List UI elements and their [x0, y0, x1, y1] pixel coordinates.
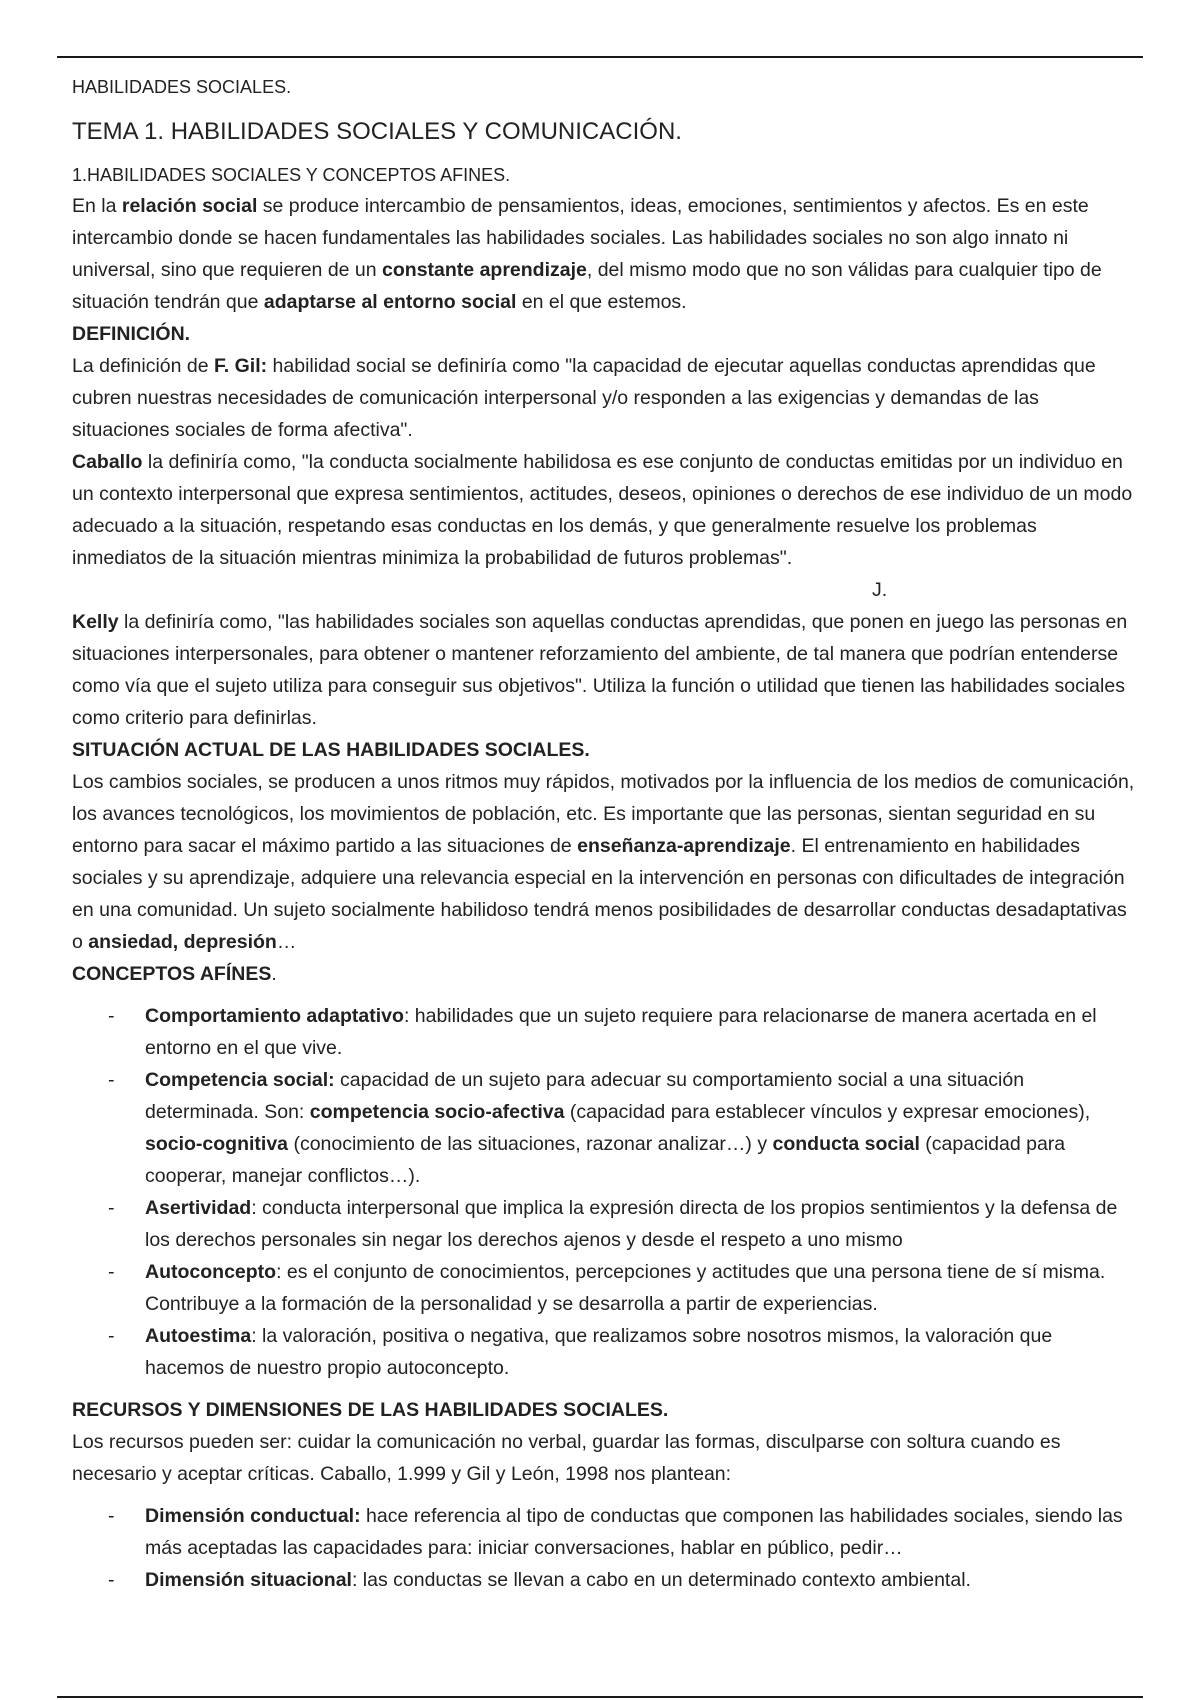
list-item-2-run-0: Asertividad — [145, 1197, 252, 1219]
bullet-dash: - — [108, 1569, 115, 1591]
section-heading-recursos: RECURSOS Y DIMENSIONES DE LAS HABILIDADES SOCIALES. — [72, 1399, 669, 1421]
list-item-0-run-1: : habilidades que un sujeto requiere para relacionarse de manera acertada en el entorno en el que vive. — [145, 1005, 1097, 1059]
list-item-1-run-5: (conocimiento de las situaciones, razonar analizar…) y — [288, 1133, 773, 1155]
paragraph-intro-run-1: relación social — [121, 195, 258, 217]
paragraph-definicion-kelly-run-0: Kelly — [72, 611, 119, 633]
paragraph-definicion-gil — [72, 350, 1136, 446]
list-item-3-run-1: : es el conjunto de conocimientos, percepciones y actitudes que una persona tiene de sí misma. Contribuye a la formación de la personalidad y se desarrolla a partir de experiencias. — [145, 1261, 1106, 1315]
paragraph-intro-run-4: , del mismo modo que no son válidas para cualquier tipo de situación tendrán que — [72, 259, 1102, 313]
list-item — [72, 1064, 1136, 1192]
paragraph-definicion-kelly — [72, 606, 1136, 734]
list-item-3-run-0: Autoconcepto — [145, 1261, 277, 1283]
list-item-1-run-4: socio-cognitiva — [145, 1133, 289, 1155]
paragraph-intro-run-3: constante aprendizaje — [382, 259, 587, 281]
paragraph-recursos: Los recursos pueden ser: cuidar la comunicación no verbal, guardar las formas, disculparse con soltura cuando es necesario y aceptar críticas. Caballo, 1.999 y Gil y León, 1998 nos plantean: — [72, 1431, 1061, 1485]
paragraph-situacion-run-2: . El entrenamiento en habilidades sociales y su aprendizaje, adquiere una relevancia especial en la intervención en personas con dificultades de integración en una comunidad. Un sujeto socialmente habilidoso tendrá menos posibilidades de desarrollar conductas desadaptativas o — [72, 835, 1127, 953]
conceptos-list — [72, 1000, 1136, 1384]
list-item-0-run-0: Comportamiento adaptativo — [145, 1005, 404, 1027]
top-rule — [57, 56, 1143, 58]
bullet-dash: - — [108, 1325, 115, 1347]
bullet-dash: - — [108, 1069, 115, 1091]
paragraph-intro-run-6: en el que estemos. — [516, 291, 687, 313]
list-item — [72, 1564, 1136, 1596]
conceptos-heading-text: CONCEPTOS AFÍNES — [72, 963, 272, 985]
paragraph-situacion-run-4: … — [276, 931, 297, 953]
section-heading-conceptos — [72, 958, 1136, 990]
paragraph-situacion — [72, 766, 1136, 958]
list-item-1-run-0: Dimensión situacional — [145, 1569, 352, 1591]
paragraph-definicion-kelly-run-1: la definiría como, "las habilidades sociales son aquellas conductas aprendidas, que ponen en juego las personas en situaciones interpersonales, para obtener o mantener reforzamiento del ambiente, de tal manera que podrían entenderse como vía que el sujeto utiliza para conseguir sus objetivos". Utiliza la función o utilidad que tienen las habilidades sociales como criterio para definirlas. — [72, 611, 1128, 729]
bullet-dash: - — [108, 1197, 115, 1219]
caballo-text — [72, 451, 1132, 569]
list-item-1-run-1: capacidad de un sujeto para adecuar su comportamiento social a una situación determinada. Son: — [145, 1069, 1025, 1123]
paragraph-definicion-caballo — [72, 446, 1136, 606]
paragraph-situacion-run-3: ansiedad, depresión — [88, 931, 277, 953]
list-item-4-run-0: Autoestima — [145, 1325, 252, 1347]
list-item-0-run-1: hace referencia al tipo de conductas que componen las habilidades sociales, siendo las más aceptadas las capacidades para: iniciar conversaciones, hablar en público, pedir… — [145, 1505, 1123, 1559]
list-item — [72, 1320, 1136, 1384]
paragraph-situacion-run-1: enseñanza-aprendizaje — [577, 835, 791, 857]
paragraph-situacion-run-0: Los cambios sociales, se producen a unos ritmos muy rápidos, motivados por la influencia de los medios de comunicación, los avances tecnológicos, los movimientos de población, etc. Es importante que las personas, sientan seguridad en su entorno para sacar el máximo partido a las situaciones de — [72, 771, 1135, 857]
conceptos-heading-dot: . — [271, 963, 277, 985]
list-item-1-run-1: : las conductas se llevan a cabo en un determinado contexto ambiental. — [351, 1569, 971, 1591]
caballo-text-run-0: Caballo — [72, 451, 143, 473]
caballo-trailing-mark: J. — [872, 579, 888, 601]
list-item-1-run-0: Competencia social: — [145, 1069, 335, 1091]
paragraph-definicion-gil-run-1: F. Gil: — [214, 355, 268, 377]
document-title: TEMA 1. HABILIDADES SOCIALES Y COMUNICACIÓN. — [72, 118, 682, 145]
list-item-1-run-3: (capacidad para establecer vínculos y expresar emociones), — [564, 1101, 1091, 1123]
list-item-1-run-2: competencia socio-afectiva — [309, 1101, 565, 1123]
paragraph-definicion-gil-run-2: habilidad social se definiría como "la capacidad de ejecutar aquellas conductas aprendidas que cubren nuestras necesidades de comunicación interpersonal y/o responden a las exigencias y demandas de las situaciones sociales de forma afectiva". — [72, 355, 1096, 441]
bottom-rule — [57, 1696, 1143, 1698]
caballo-text-run-1: la definiría como, "la conducta socialmente habilidosa es ese conjunto de conductas emitidas por un individuo en un contexto interpersonal que expresa sentimientos, actitudes, deseos, opiniones o derechos de ese individuo de un modo adecuado a la situación, respetando esas conductas en los demás, y que generalmente resuelve los problemas inmediatos de la situación mientras minimiza la probabilidad de futuros problemas". — [72, 451, 1133, 569]
document-page — [72, 74, 1136, 1606]
list-item — [72, 1256, 1136, 1320]
paragraph-definicion-gil-run-0: La definición de — [72, 355, 215, 377]
list-item — [72, 1000, 1136, 1064]
list-item-1-run-7: (capacidad para cooperar, manejar conflictos…). — [145, 1133, 1066, 1187]
section-heading-habilidades: 1.HABILIDADES SOCIALES Y CONCEPTOS AFINES. — [72, 165, 511, 185]
document-header: HABILIDADES SOCIALES. — [72, 77, 292, 97]
bullet-dash: - — [108, 1261, 115, 1283]
paragraph-intro-run-5: adaptarse al entorno social — [263, 291, 517, 313]
section-heading-situacion: SITUACIÓN ACTUAL DE LAS HABILIDADES SOCIALES. — [72, 739, 590, 761]
list-item-2-run-1: : conducta interpersonal que implica la expresión directa de los propios sentimientos y la defensa de los derechos personales sin negar los derechos ajenos y desde el respeto a uno mismo — [145, 1197, 1118, 1251]
list-item-4-run-1: : la valoración, positiva o negativa, que realizamos sobre nosotros mismos, la valoración que hacemos de nuestro propio autoconcepto. — [145, 1325, 1053, 1379]
bullet-dash: - — [108, 1505, 115, 1527]
list-item-1-run-6: conducta social — [772, 1133, 920, 1155]
paragraph-intro-run-0: En la — [72, 195, 122, 217]
paragraph-intro — [72, 190, 1136, 318]
bullet-dash: - — [108, 1005, 115, 1027]
list-item-0-run-0: Dimensión conductual: — [145, 1505, 361, 1527]
paragraph-intro-run-2: se produce intercambio de pensamientos, ideas, emociones, sentimientos y afectos. Es en este intercambio donde se hacen fundamentales las habilidades sociales. Las habilidades sociales no son algo innato ni universal, sino que requieren de un — [72, 195, 1089, 281]
list-item — [72, 1192, 1136, 1256]
dimensiones-list — [72, 1500, 1136, 1596]
list-item — [72, 1500, 1136, 1564]
section-heading-definicion: DEFINICIÓN. — [72, 323, 191, 345]
